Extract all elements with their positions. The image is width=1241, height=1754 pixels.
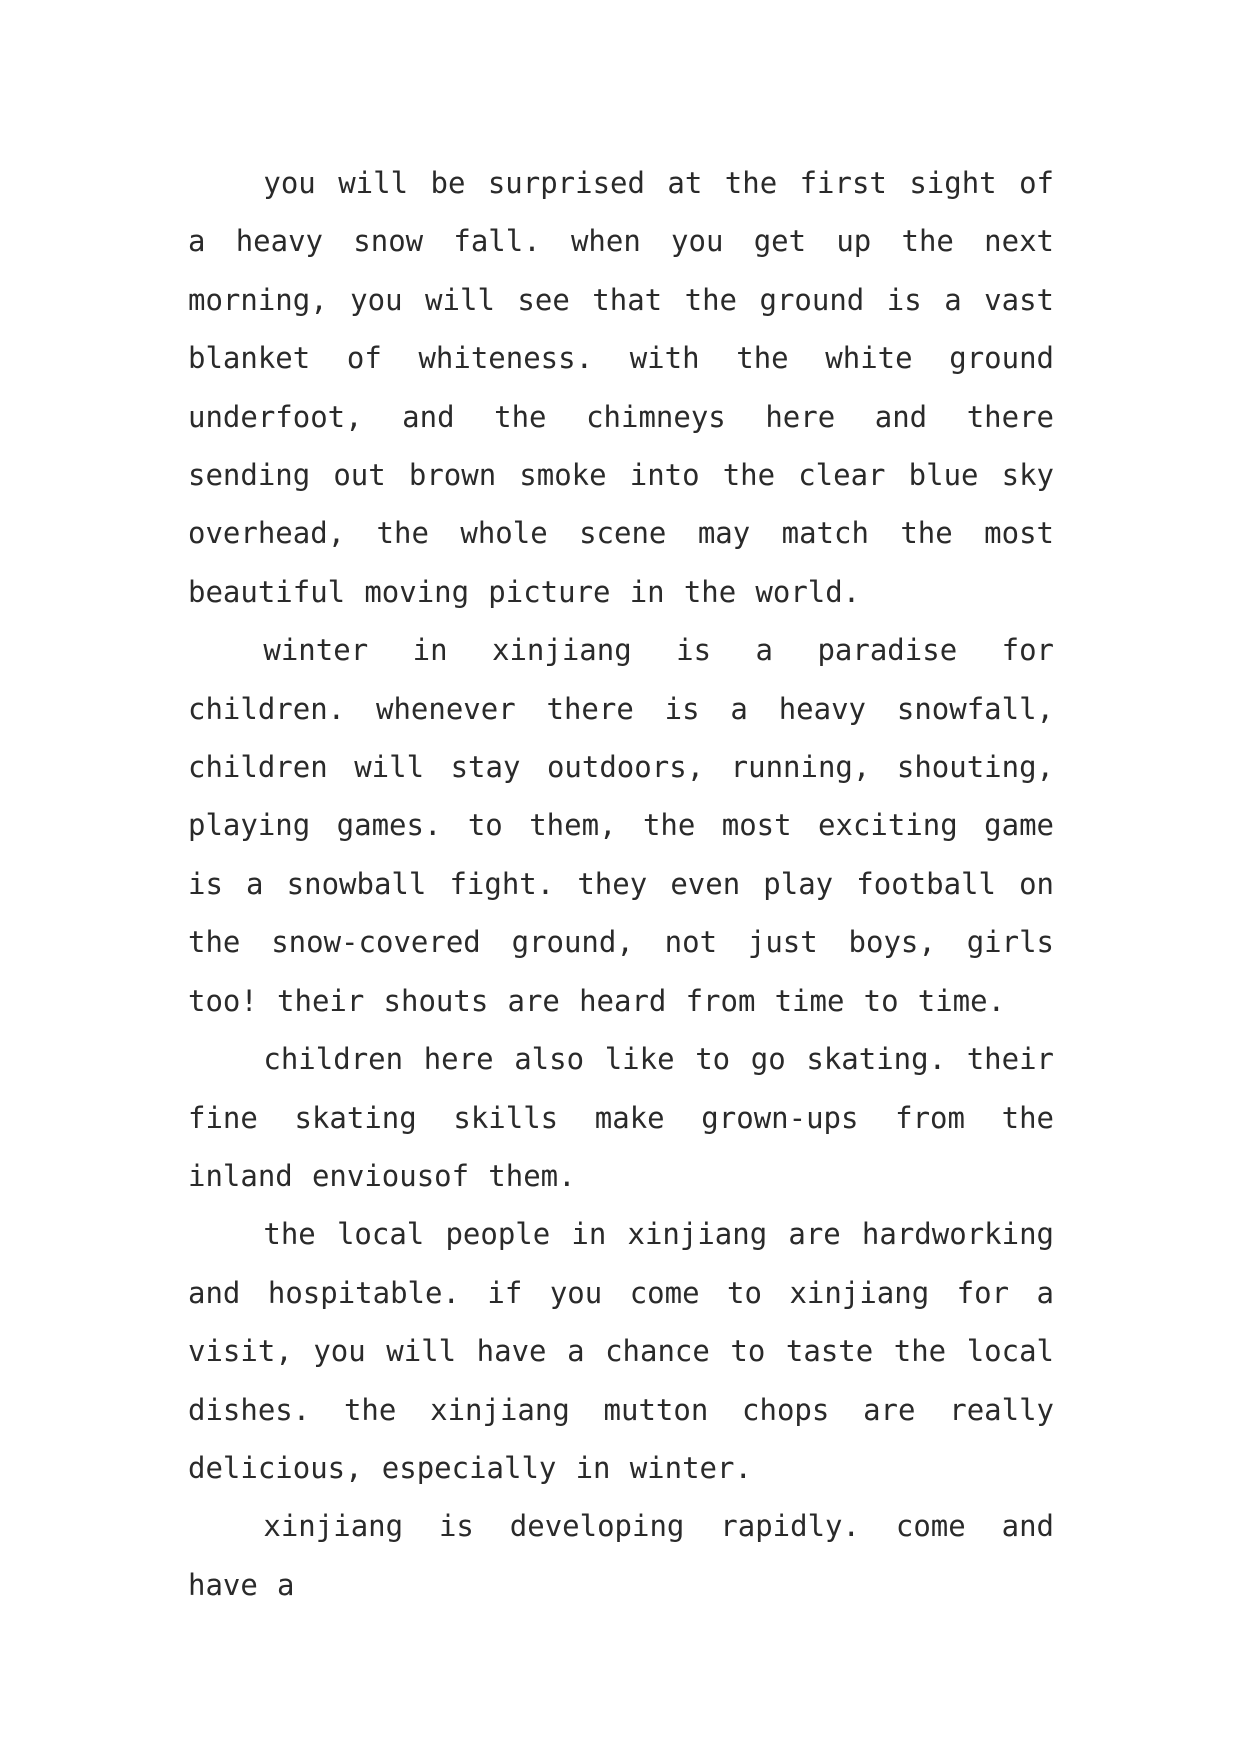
paragraph-developing: xinjiang is developing rapidly. come and have a — [188, 1509, 1054, 1602]
paragraph-children-winter: winter in xinjiang is a paradise for children. whenever there is a heavy snowfall, children will stay outdoors, running, shouting, playing games. to them, the most exciting game is a snowball fight. they even play football on the snow-covered ground, not just boys, girls too! their shouts are heard from time to time. — [188, 633, 1054, 1018]
paragraph-snowfall: you will be surprised at the first sight of a heavy snow fall. when you get up the next morning, you will see that the ground is a vast blanket of whiteness. with the white ground underfoot, and the chimneys here and there sending out brown smoke into the clear blue sky overhead, the whole scene may match the most beautiful moving picture in the world. — [188, 166, 1054, 609]
paragraph-skating: children here also like to go skating. their fine skating skills make grown-ups from the inland enviousof them. — [188, 1042, 1054, 1193]
document-body — [188, 154, 1054, 1614]
paragraph-local-people: the local people in xinjiang are hardworking and hospitable. if you come to xinjiang for a visit, you will have a chance to taste the local dishes. the xinjiang mutton chops are really delicious, especially in winter. — [188, 1217, 1054, 1485]
